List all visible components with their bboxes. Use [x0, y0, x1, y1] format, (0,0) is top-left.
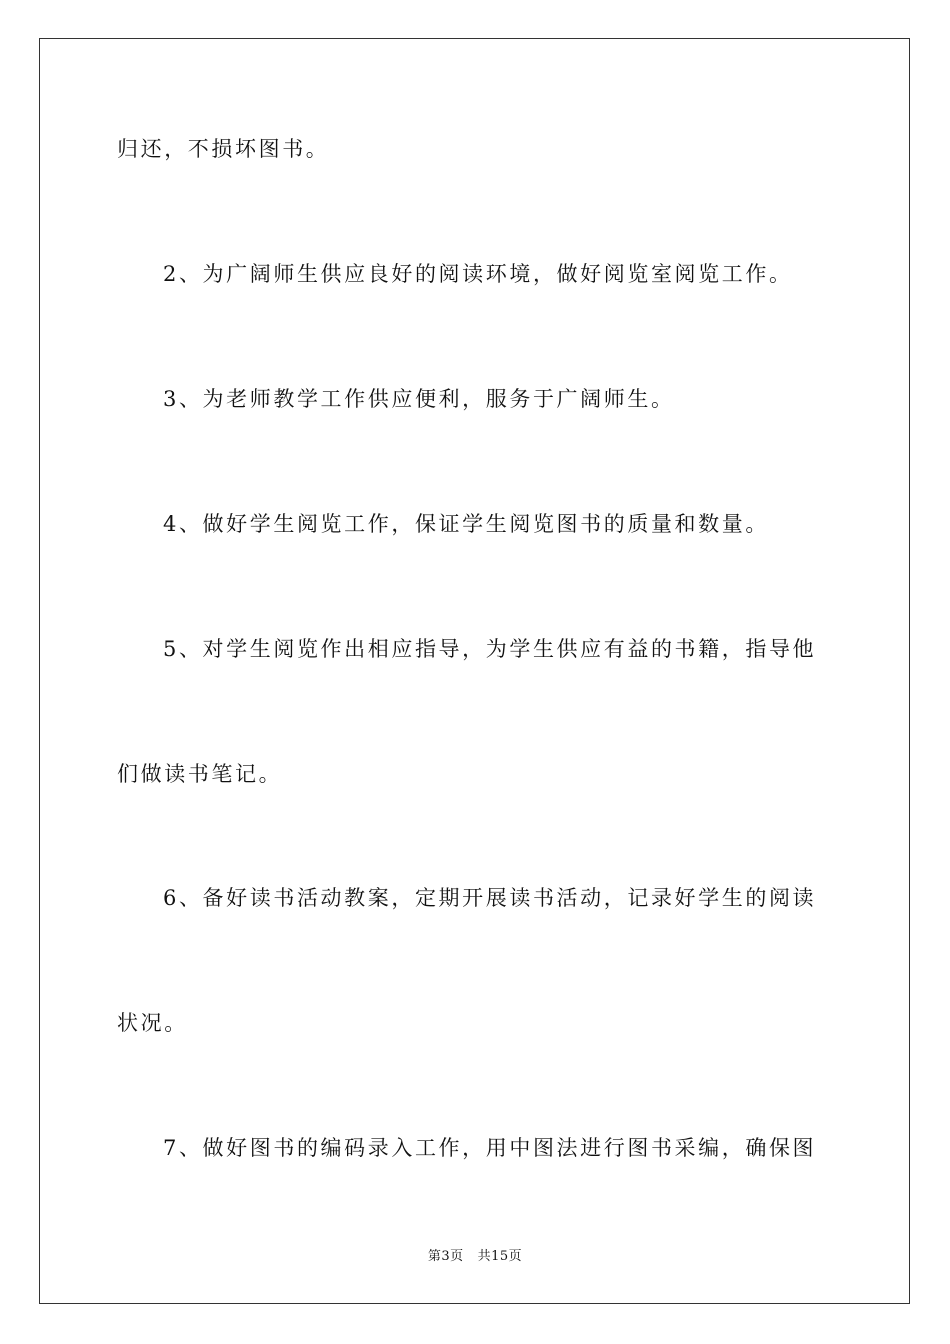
page-number: 第3页: [427, 1249, 464, 1264]
text-line-5: 5、对学生阅览作出相应指导，为学生供应有益的书籍，指导他: [163, 637, 817, 661]
text-line-8: 状况。: [117, 1011, 188, 1035]
text-line-3: 3、为老师教学工作供应便利，服务于广阔师生。: [163, 387, 675, 411]
page-total: 共15页: [477, 1249, 523, 1264]
text-line-6: 们做读书笔记。: [117, 762, 283, 786]
text-line-4: 4、做好学生阅览工作，保证学生阅览图书的质量和数量。: [163, 512, 769, 536]
text-line-9: 7、做好图书的编码录入工作，用中图法进行图书采编，确保图: [163, 1136, 817, 1160]
text-line-7: 6、备好读书活动教案，定期开展读书活动，记录好学生的阅读: [163, 886, 817, 910]
page-footer: [0, 1248, 950, 1266]
text-line-1: 归还，不损坏图书。: [117, 137, 330, 161]
text-line-2: 2、为广阔师生供应良好的阅读环境，做好阅览室阅览工作。: [163, 262, 793, 286]
page-border: [39, 38, 910, 1304]
